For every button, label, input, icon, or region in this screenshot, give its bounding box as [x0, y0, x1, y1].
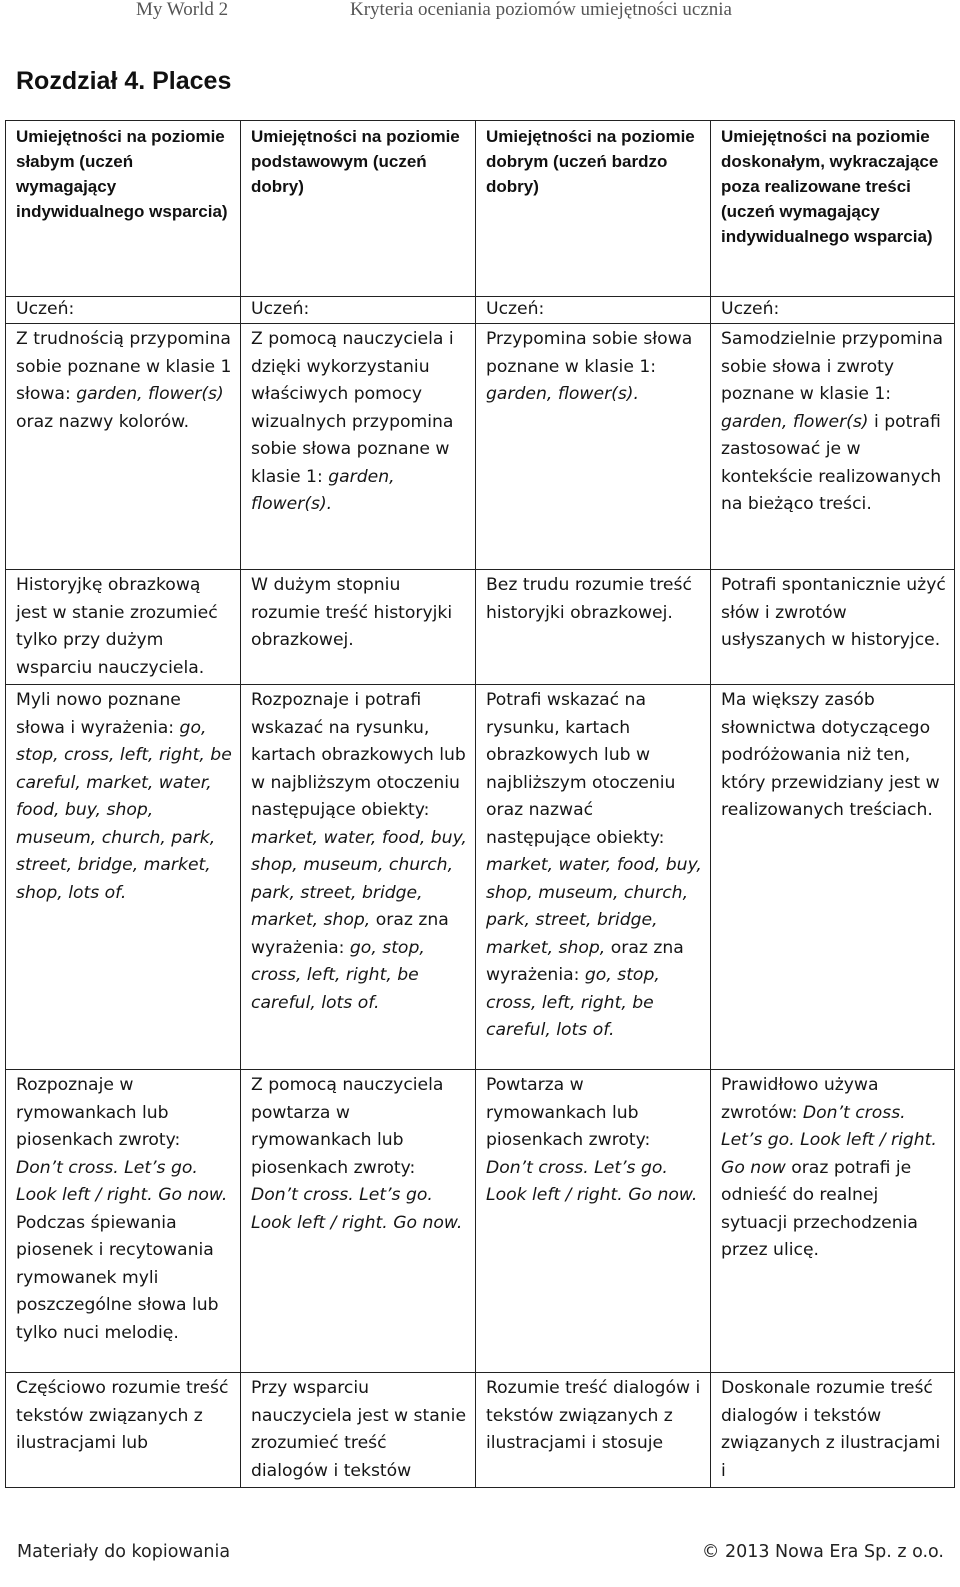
- criteria-cell-weak: [6, 1373, 241, 1488]
- example-phrase: market, water, food, buy, shop, museum, church, park, street, bridge, market, shop,: [251, 827, 467, 930]
- criteria-cell-excellent: [711, 1070, 955, 1373]
- student-label-row: [6, 297, 955, 324]
- criteria-cell-good: [476, 685, 711, 1070]
- criteria-cell-excellent: [711, 570, 955, 685]
- header-document-title: Kryteria oceniania poziomów umiejętności ucznia: [350, 0, 732, 20]
- criteria-text: Z trudnością przypomina sobie poznane w klasie 1 słowa:: [16, 329, 232, 404]
- example-phrase: garden, flower(s).: [251, 466, 395, 514]
- criteria-cell-weak: [6, 570, 241, 685]
- criteria-text: Powtarza w rymowankach lub piosenkach zwroty:: [486, 1075, 651, 1150]
- criteria-cell-good: [476, 324, 711, 570]
- criteria-cell-basic: [241, 1070, 476, 1373]
- criteria-text: Doskonale rozumie treść dialogów i tekstów związanych z ilustracjami i: [721, 1378, 941, 1481]
- chapter-title: Rozdział 4. Places: [16, 67, 232, 95]
- criteria-cell-weak: [6, 685, 241, 1070]
- student-label: Uczeń:: [6, 297, 241, 324]
- criteria-text: Z pomocą nauczyciela i dzięki wykorzystaniu właściwych pomocy wizualnych przypomina sobie słowa poznane w klasie 1:: [251, 329, 454, 487]
- criteria-cell-excellent: [711, 324, 955, 570]
- criteria-text: Rozpoznaje w rymowankach lub piosenkach zwroty:: [16, 1075, 181, 1150]
- criteria-cell-weak: [6, 1070, 241, 1373]
- criteria-text: W dużym stopniu rozumie treść historyjki obrazkowej.: [251, 575, 453, 650]
- criteria-text: Podczas śpiewania piosenek i recytowania rymowanek myli poszczególne słowa lub tylko nuci melodię.: [16, 1212, 219, 1343]
- example-phrase: Don’t cross. Let’s go. Look left / right. Go now.: [16, 1157, 228, 1205]
- criteria-cell-good: [476, 1070, 711, 1373]
- page-header: [0, 0, 960, 24]
- criteria-cell-excellent: [711, 1373, 955, 1488]
- criteria-text: Potrafi wskazać na rysunku, kartach obrazkowych lub w najbliższym otoczeniu oraz nazwać następujące obiekty:: [486, 690, 676, 848]
- column-header-row: [6, 121, 955, 297]
- criteria-text: Rozpoznaje i potrafi wskazać na rysunku, kartach obrazkowych lub w najbliższym otoczeniu następujące obiekty:: [251, 690, 466, 820]
- criteria-cell-basic: [241, 685, 476, 1070]
- column-header-good: Umiejętności na poziomie dobrym (uczeń bardzo dobry): [476, 121, 711, 297]
- criteria-cell-basic: [241, 570, 476, 685]
- student-label: Uczeń:: [241, 297, 476, 324]
- criteria-text: i potrafi zastosować je w kontekście realizowanych na bieżąco treści.: [721, 411, 942, 514]
- criteria-text: oraz zna wyrażenia:: [486, 937, 684, 985]
- criteria-text: Myli nowo poznane słowa i wyrażenia:: [16, 690, 181, 738]
- criteria-row-dialog-comprehension: [6, 1373, 955, 1488]
- criteria-text: oraz nazwy kolorów.: [16, 411, 190, 432]
- criteria-text: Z pomocą nauczyciela powtarza w rymowankach lub piosenkach zwroty:: [251, 1075, 444, 1178]
- column-header-basic: Umiejętności na poziomie podstawowym (uczeń dobry): [241, 121, 476, 297]
- example-phrase: garden, flower(s): [721, 411, 869, 432]
- example-phrase: garden, flower(s): [76, 384, 224, 404]
- criteria-text: Bez trudu rozumie treść historyjki obrazkowej.: [486, 575, 692, 623]
- footer-materials-label: Materiały do kopiowania: [17, 1542, 231, 1562]
- criteria-cell-good: [476, 1373, 711, 1488]
- criteria-text: oraz potrafi je odnieść do realnej sytuacji przechodzenia przez ulicę.: [721, 1157, 918, 1260]
- criteria-text: Przy wsparciu nauczyciela jest w stanie zrozumieć treść dialogów i tekstów: [251, 1378, 467, 1481]
- criteria-text: Historyjkę obrazkową jest w stanie zrozumieć tylko przy dużym wsparciu nauczyciela.: [16, 575, 218, 678]
- criteria-cell-excellent: [711, 685, 955, 1070]
- criteria-text: Ma większy zasób słownictwa dotyczącego podróżowania niż ten, który przewidziany jest w realizowanych treściach.: [721, 690, 940, 820]
- criteria-row-picture-story: [6, 570, 955, 685]
- criteria-text: Prawidłowo używa zwrotów:: [721, 1075, 879, 1123]
- column-header-excellent: Umiejętności na poziomie doskonałym, wykraczające poza realizowane treści (uczeń wymagający indywidualnego wsparcia): [711, 121, 955, 297]
- example-phrase: Don’t cross. Let’s go. Look left / right. Go now: [721, 1102, 937, 1178]
- example-phrase: go, stop, cross, left, right, be careful, lots of.: [251, 937, 425, 1013]
- example-phrase: go, stop, cross, left, right, be careful, lots of.: [486, 965, 660, 1040]
- example-phrase: go, stop, cross, left, right, be careful, market, water, food, buy, shop, museum, church, park, street, bridge, market, shop, lots of.: [16, 717, 232, 903]
- student-label: Uczeń:: [476, 297, 711, 324]
- criteria-text: Przypomina sobie słowa poznane w klasie 1:: [486, 329, 693, 377]
- criteria-table: [5, 120, 955, 1488]
- column-header-weak: Umiejętności na poziomie słabym (uczeń wymagający indywidualnego wsparcia): [6, 121, 241, 297]
- student-label: Uczeń:: [711, 297, 955, 324]
- footer-copyright: © 2013 Nowa Era Sp. z o.o.: [701, 1542, 944, 1562]
- header-series-title: My World 2: [136, 0, 229, 20]
- criteria-cell-basic: [241, 1373, 476, 1488]
- criteria-cell-good: [476, 570, 711, 685]
- criteria-text: Samodzielnie przypomina sobie słowa i zwroty poznane w klasie 1:: [721, 329, 944, 404]
- criteria-text: Potrafi spontanicznie użyć słów i zwrotów usłyszanych w historyjce.: [721, 575, 946, 650]
- criteria-row-vocabulary-recall: [6, 324, 955, 570]
- criteria-row-rhymes-songs: [6, 1070, 955, 1373]
- example-phrase: Don’t cross. Let’s go. Look left / right. Go now.: [486, 1157, 698, 1205]
- criteria-cell-basic: [241, 324, 476, 570]
- criteria-text: Rozumie treść dialogów i tekstów związanych z ilustracjami i stosuje: [486, 1378, 701, 1453]
- example-phrase: garden, flower(s).: [486, 384, 639, 404]
- criteria-row-new-vocabulary: [6, 685, 955, 1070]
- criteria-cell-weak: [6, 324, 241, 570]
- criteria-text: Częściowo rozumie treść tekstów związanych z ilustracjami lub: [16, 1378, 229, 1453]
- example-phrase: Don’t cross. Let’s go. Look left / right. Go now.: [251, 1185, 463, 1233]
- example-phrase: market, water, food, buy, shop, museum, church, park, street, bridge, market, shop,: [486, 855, 702, 958]
- criteria-text: oraz zna wyrażenia:: [251, 910, 449, 958]
